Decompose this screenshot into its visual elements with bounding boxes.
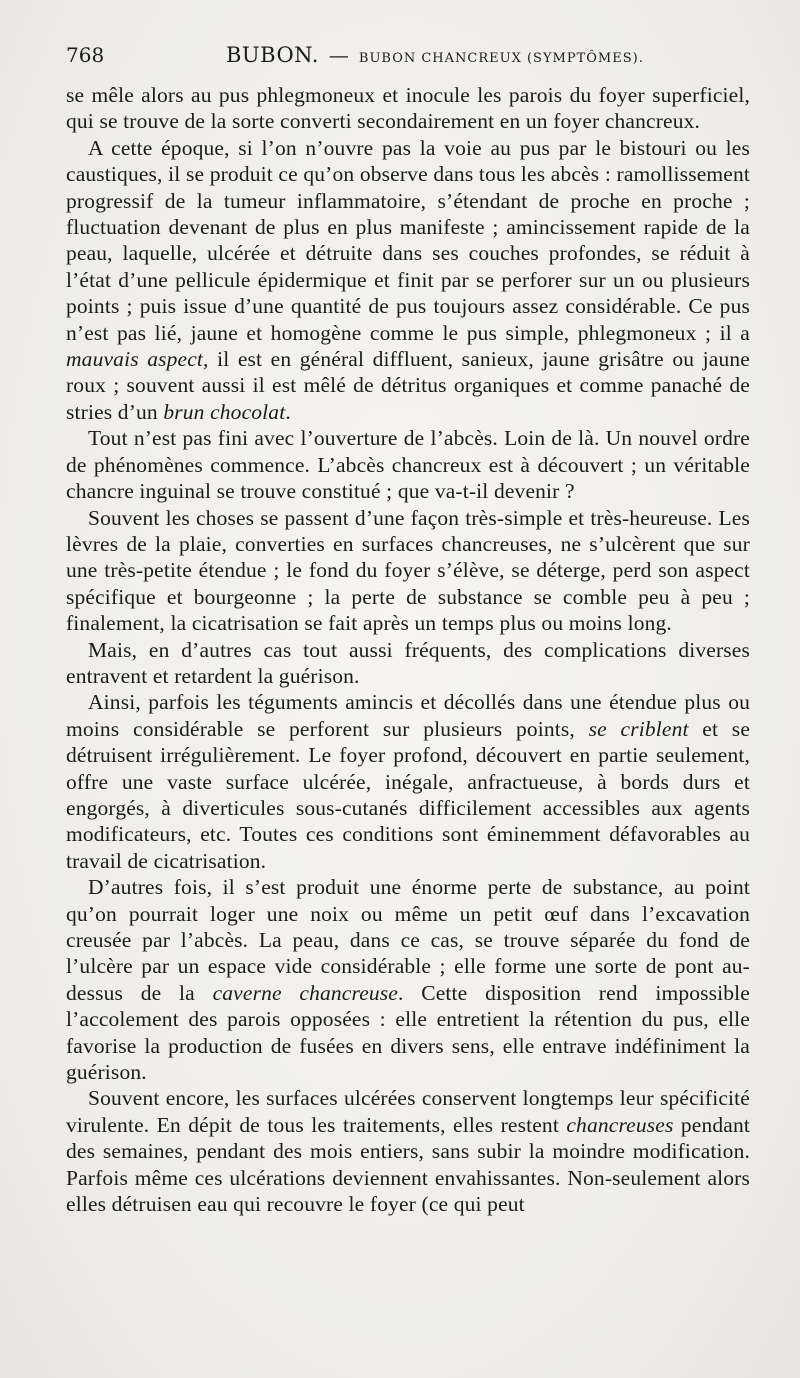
- text-run: Souvent les choses se passent d’une façon très-simple et très-heureuse. Les lèvres de la plaie, converties en surfaces chancreuses, ne s’ulcèrent que sur une très-petite étendue ; le fond du foyer s’élève, se déterge, perd son aspect spécifique et bourgeonne ; la perte de substance se comble peu à peu ; finalement, la cicatrisation se fait après un temps plus ou moins long.: [66, 505, 750, 636]
- paragraph: [66, 425, 750, 504]
- paragraph: [66, 874, 750, 1085]
- text-run: . Cette disposition rend impossible l’accolement des parois opposées : elle entretient la rétention du pus, elle favorise la production de fusées en divers sens, elle entrave indéfiniment la guérison.: [66, 980, 750, 1085]
- italic-phrase: chancreuses: [566, 1112, 674, 1137]
- paragraph: [66, 505, 750, 637]
- body-text: [66, 82, 750, 1217]
- italic-phrase: caverne chancreuse: [212, 980, 398, 1005]
- italic-phrase: brun chocolat: [163, 399, 286, 424]
- text-run: Mais, en d’autres cas tout aussi fréquents, des complications diverses entravent et retardent la guérison.: [66, 637, 750, 688]
- paragraph: [66, 1085, 750, 1217]
- running-subtitle: BUBON CHANCREUX (SYMPTÔMES).: [358, 51, 644, 66]
- text-run: Tout n’est pas fini avec l’ouverture de l’abcès. Loin de là. Un nouvel ordre de phénomènes commence. L’abcès chancreux est à découvert ; un véritable chancre inguinal se trouve constitué ; que va-t-il devenir ?: [66, 426, 750, 504]
- text-run: A cette époque, si l’on n’ouvre pas la voie au pus par le bistouri ou les caustiques, il se produit ce qu’on observe dans tous les abcès : ramollissement progressif de la tumeur inflammatoire, s’étendant de proche en proche ; fluctuation devenant de plus en plus manifeste ; amincissement rapide de la peau, laquelle, ulcérée et détruite dans ses couches profondes, se réduit à l’état d’une pellicule épidermique et finit par se perforer sur un ou plusieurs points ; puis issue d’une quantité de pus toujours assez considérable. Ce pus n’est pas lié, jaune et homogène comme le pus simple, phlegmoneux ; il a: [66, 135, 750, 345]
- paragraph: [66, 637, 750, 690]
- italic-phrase: se criblent: [588, 716, 689, 741]
- paragraph: [66, 689, 750, 874]
- text-run: Souvent encore, les surfaces ulcérées conservent longtemps leur spécificité virulente. En dépit de tous les traitements, elles restent: [66, 1086, 750, 1137]
- text-run: se mêle alors au pus phlegmoneux et inocule les parois du foyer superficiel, qui se trouve de la sorte converti secondairement en un foyer chancreux.: [66, 83, 750, 134]
- text-run: pendant des semaines, pendant des mois entiers, sans subir la moindre modification. Parfois même ces ulcérations deviennent envahissantes. Non-seulement alors elles détruisen eau qui recouvre le foyer (ce qui peut: [66, 1112, 750, 1217]
- running-title: BUBON.: [226, 43, 319, 67]
- running-head: [66, 40, 750, 74]
- text-run: et se détruisent irrégulièrement. Le foyer profond, découvert en partie seulement, offre une vaste surface ulcérée, inégale, anfractueuse, à bords durs et engorgés, à diverticules sous-cutanés difficilement accessibles aux agents modificateurs, etc. Toutes ces conditions sont éminemment défavorables au travail de cicatrisation.: [66, 716, 751, 873]
- text-run: .: [285, 399, 291, 424]
- running-dash: —: [328, 43, 349, 67]
- paragraph: [66, 135, 750, 425]
- page-number: 768: [66, 43, 105, 67]
- paragraph: [66, 82, 750, 135]
- text-run: D’autres fois, il s’est produit une énorme perte de substance, au point qu’on pourrait loger une noix ou même un petit œuf dans l’excavation creusée par l’abcès. La peau, dans ce cas, se trouve séparée du fond de l’ulcère par un espace vide considérable ; elle forme une sorte de pont au-dessus de la: [66, 875, 750, 1005]
- italic-phrase: mauvais aspect: [66, 347, 204, 372]
- text-run: Ainsi, parfois les téguments amincis et décollés dans une étendue plus ou moins considérable se perforent sur plusieurs points,: [66, 690, 750, 741]
- text-run: , il est en général diffluent, sanieux, jaune grisâtre ou jaune roux ; souvent aussi il est mêlé de détritus organiques et comme panaché de stries d’un: [66, 347, 750, 424]
